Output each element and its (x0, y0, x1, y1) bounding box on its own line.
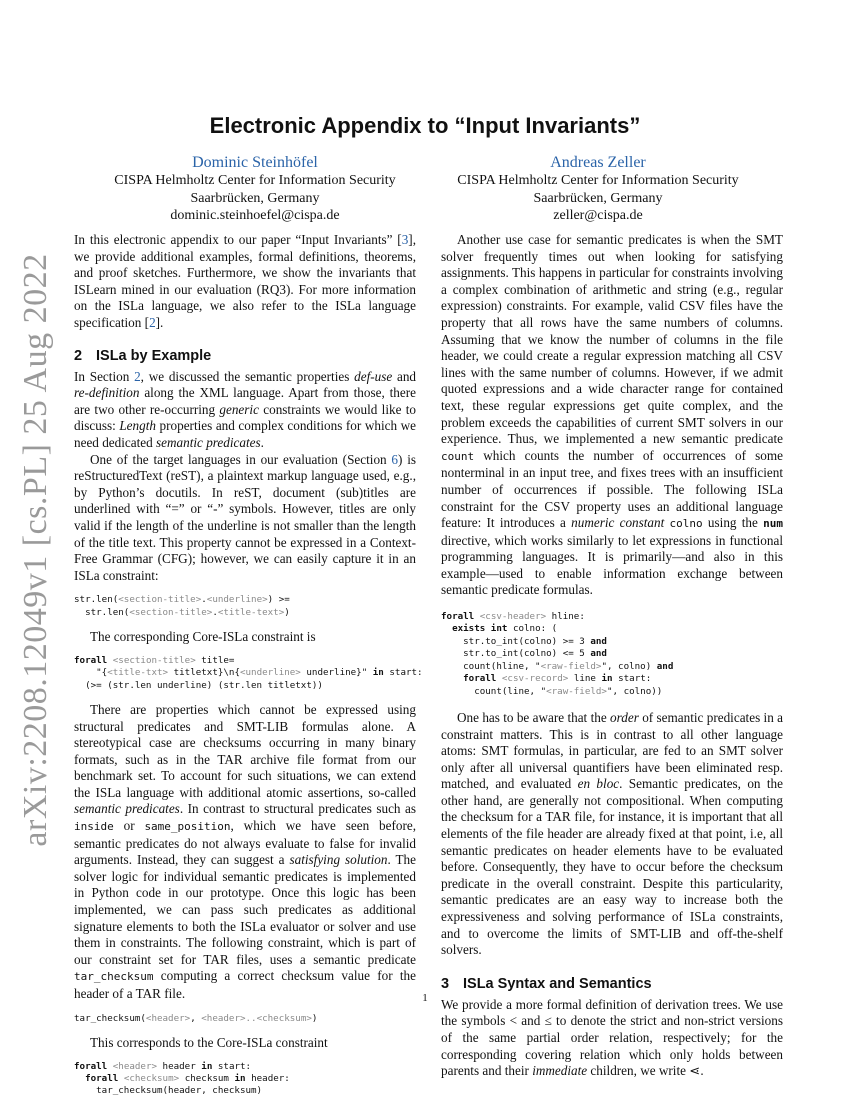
code-listing-2: forall <section-title> title= "{<title-txt> titletxt}\n{<underline> underline}" in start: (>= (str.len underline) (str.len titletxt)) (74, 654, 423, 691)
section-link[interactable]: 6 (391, 451, 399, 467)
code-listing-5: forall <csv-header> hline: exists int colno: ( str.to_int(colno) >= 3 and str.to_int(colno) <= 5 and count(hline, "<raw-field>", colno) and forall <csv-record> line in start: count(line, "<raw-field>", colno)) (441, 611, 674, 697)
arxiv-stamp-text: arXiv:2208.12049v1 [cs.PL] 25 Aug 2022 (17, 253, 54, 847)
author-location: Saarbrücken, Germany (190, 190, 320, 206)
arxiv-stamp (6, 0, 66, 1100)
paragraph: One of the target languages in our evaluation (Section 6) is reStructuredText (reST), a plaintext markup language used, e.g., by Python’s docutils. In reST, document (sub)titles are underlined with “=” or “-” symbols. However, titles are only valid if the length of the underline is not smaller than the length of the title text. This property cannot be expressed in a Context-Free Grammar (CFG); however, we can easily capture it in an ISLa constraint: (74, 451, 416, 583)
author-email: zeller@cispa.de (553, 208, 643, 223)
author-block-2 (448, 153, 748, 225)
left-column (74, 232, 423, 1098)
intro-paragraph: In this electronic appendix to our paper “Input Invariants” [3], we provide additional examples, formal definitions, theorems, and proof sketches. Furthermore, we show the invariants that ISLearn mined in our evaluation (RQ3). For more information on the ISLa language, we also refer to the ISLa language specification [2]. (74, 232, 416, 330)
author-email: dominic.steinhoefel@cispa.de (170, 208, 340, 223)
author-affiliation: CISPA Helmholtz Center for Information Security (457, 173, 739, 188)
paper-title: Electronic Appendix to “Input Invariants” (209, 113, 641, 138)
paragraph: This corresponds to the Core-ISLa constraint (90, 1035, 328, 1050)
paragraph: Another use case for semantic predicates is when the SMT solver frequently times out when looking for satisfying assignments. This happens in particular for constraints involving a complex combination of arithmetic and string (e.g., regular expression) constraints. For example, valid CSV files have the property that all rows have the same numbers of columns. Assuming that we know the number of columns in the file header, we could create a regular expression matching all CSV lines with the same number of columns. However, if we admit quoted expressions and a wide character range for contained text, these regular expressions get quite complex, and the problem exceeds the capabilities of current SMT solvers in our experience. Thus, we implemented a new semantic predicate count which counts the number of occurrences of some nonterminal in an input tree, and fixes trees with an insufficient number of occurrences if possible. The following ISLa constraint for the CSV property uses an additional language feature: It introduces a numeric constant colno using the num directive, which works similarly to let expressions in functional programming languages. It is primarily—and also in this example—used to enable information exchange between semantic predicate formulas. (441, 232, 783, 598)
author-affiliation: CISPA Helmholtz Center for Information Security (114, 173, 396, 188)
author-name[interactable]: Andreas Zeller (550, 154, 646, 171)
page-number: 1 (422, 992, 428, 1004)
code-listing-1: str.len(<section-title>.<underline>) >= str.len(<section-title>.<title-text>) (74, 594, 290, 618)
author-block-1 (105, 153, 405, 225)
right-column (441, 232, 783, 1080)
paragraph: There are properties which cannot be expressed using structural predicates and SMT-LIB formulas alone. A stereotypical case are checksums occurring in many binary formats, such as in the TAR archive file format from our benchmark set. To account for such situations, we can extend the ISLa language with additional atomic assertions, so-called semantic predicates. In contrast to structural predicates such as inside or same_position, which we have seen before, semantic predicates do not always evaluate to false for invalid arguments. Instead, they can suggest a satisfying solution. The solver logic for individual semantic predicates is implemented in Python code in our prototype. Once this logic has been implemented, we can pass such predicates as additional signature elements to both the ISLa evaluator or solver and use them in constraints. The following constraint, which is part of our constraint set for TAR files, uses a semantic predicate tar_checksum computing a correct checksum value for the header of a TAR file. (74, 701, 417, 1001)
section-link[interactable]: 2 (134, 368, 141, 384)
citation-link[interactable]: 3 (401, 232, 409, 247)
code-listing-4: forall <header> header in start: forall <checksum> checksum in header: tar_checksum(header, checksum) (74, 1060, 290, 1097)
code-listing-3: tar_checksum(<header>, <header>..<checksum>) (74, 1012, 318, 1024)
author-location: Saarbrücken, Germany (533, 190, 663, 206)
paragraph: We provide a more formal definition of derivation trees. We use the symbols < and ≤ to denote the strict and non-strict versions of the same partial order relation, respectively; for the corresponding covering relation which only holds between parents and their immediate children, we write ⋖. (441, 996, 783, 1079)
paragraph: In Section 2, we discussed the semantic properties def-use and re-definition along the XML language. Apart from those, there are two other re-occurring generic constraints we would like to discuss: Length properties and complex conditions for which we need dedicated semantic predicates. (74, 368, 417, 450)
citation-link[interactable]: 2 (149, 314, 156, 330)
author-name[interactable]: Dominic Steinhöfel (192, 154, 318, 171)
paragraph: The corresponding Core-ISLa constraint is (90, 629, 316, 645)
section-heading-3: 3 ISLa Syntax and Semantics (441, 975, 652, 992)
paragraph: One has to be aware that the order of semantic predicates in a constraint matters. This is in contrast to all other language atoms: SMT formulas, in particular, are fed to an SMT solver only after all universal quantifiers have been eliminated resp. matched, and evaluated en bloc. Semantic predicates, on the other hand, are generally not compositional. When computing the checksum for a TAR file, for instance, it is important that all elements of the file header are already fixed at that point, i.e, all semantic predicates on header elements have to be evaluated before. Consequently, they have to occur before the checksum predicate in the overall constraint. Despite this particularity, semantic predicates are an easy way to increase both the expressiveness and solving performance of ISLa constraints, and to overcome the limits of SMT-LIB and off-the-shelf solvers. (441, 709, 784, 958)
section-heading-2: 2 ISLa by Example (74, 347, 212, 364)
